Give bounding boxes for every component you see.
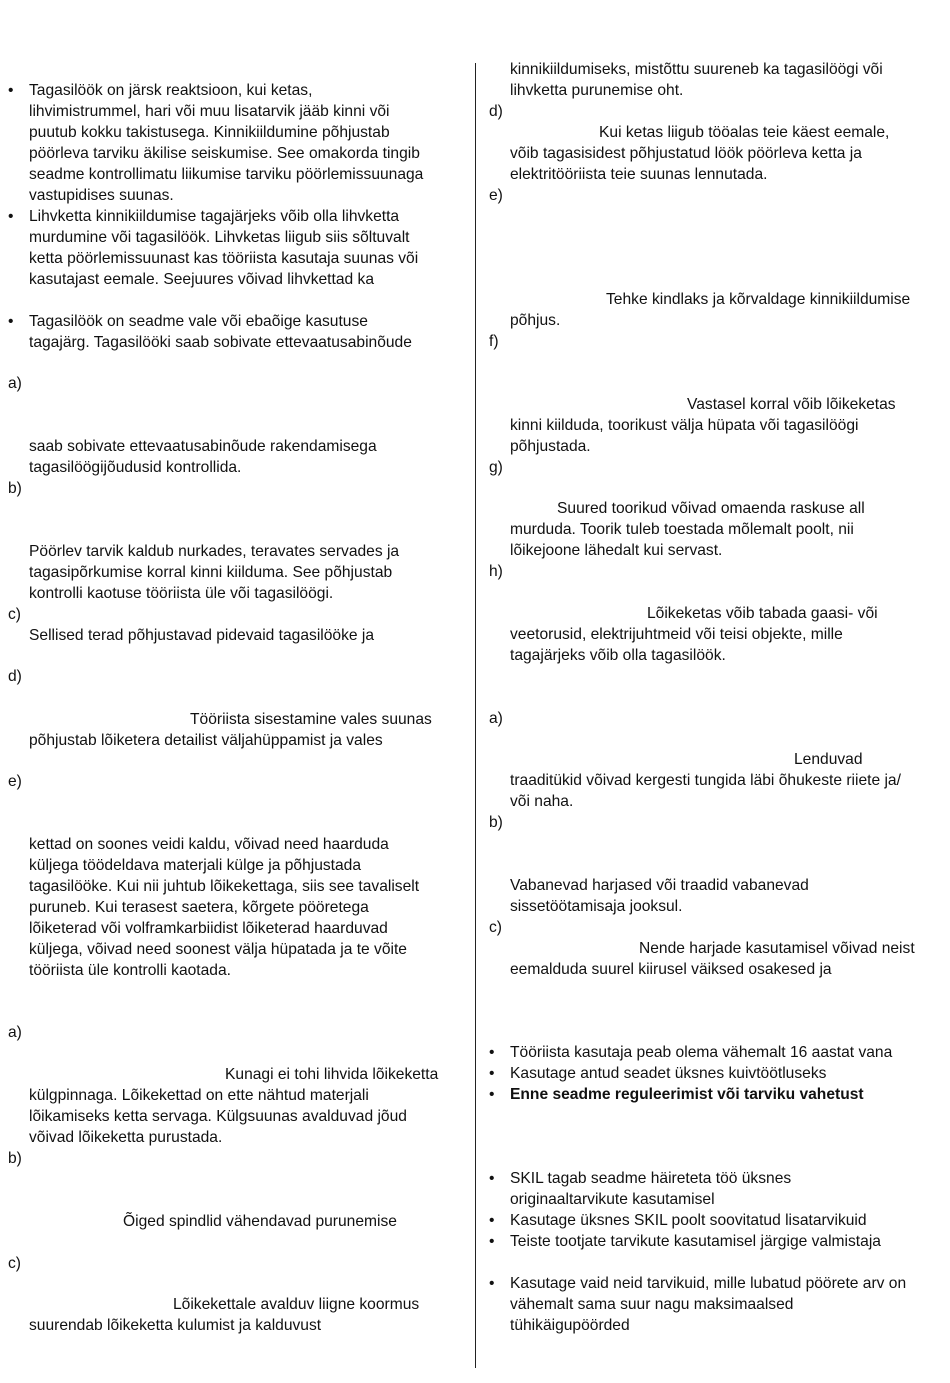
text-line: lihvimistrummel, hari või muu lisatarvik jääb kinni või (29, 103, 390, 120)
text-line: Lõikekettale avalduv liigne koormus (173, 1296, 420, 1313)
text-line: kasutajast eemale. Seejuures võivad lihvkettad ka (29, 271, 374, 288)
text-line: f) (489, 333, 499, 350)
text-line: kontrolli kaotuse tööriista üle või tagasilöögi. (29, 585, 334, 602)
text-line: Sellised terad põhjustavad pidevaid tagasilööke ja (29, 627, 375, 644)
text-line: Lenduvad (794, 751, 863, 768)
text-line: seadme kontrollimatu liikumise tarviku pöörlemissuunaga (29, 166, 424, 183)
bullet-marker: • (489, 1170, 495, 1187)
text-line: külgpinnaga. Lõikekettad on ette nähtud materjali (29, 1087, 369, 1104)
text-line: a) (489, 710, 503, 727)
text-line: puruneb. Kui terasest saetera, kõrgete pööretega (29, 899, 369, 916)
text-line: Suured toorikud võivad omaenda raskuse all (557, 500, 865, 517)
text-line: tagajärg. Tagasilööki saab sobivate ettevaatusabinõude (29, 334, 412, 351)
text-line: murduda. Toorik tuleb toestada mõlemalt poolt, nii (510, 521, 854, 538)
text-line: Kui ketas liigub tööalas teie käest eemale, (599, 124, 890, 141)
text-line: Kasutage antud seadet üksnes kuivtöötluseks (510, 1065, 827, 1082)
text-line: Tööriista sisestamine vales suunas (190, 711, 432, 728)
text-line: Kunagi ei tohi lihvida lõikeketta (225, 1066, 439, 1083)
bullet-marker: • (8, 208, 14, 225)
text-line: Pöörlev tarvik kaldub nurkades, teravates servades ja (29, 543, 400, 560)
text-line: põhjustada. (510, 438, 591, 455)
text-line: tagasilöögijõudusid kontrollida. (29, 459, 242, 476)
text-line: murdumine või tagasilöök. Lihvketas liigub siis sõltuvalt (29, 229, 410, 246)
text-line: põhjus. (510, 312, 561, 329)
text-line: d) (489, 103, 503, 120)
text-line: Õiged spindlid vähendavad purunemise (123, 1213, 397, 1230)
text-line: Lõikeketas võib tabada gaasi- või (647, 605, 878, 622)
bullet-marker: • (489, 1233, 495, 1250)
text-line: eemalduda suurel kiirusel väiksed osakesed ja (510, 961, 832, 978)
text-line: tagasipõrkumise korral kinni kiilduma. See põhjustab (29, 564, 393, 581)
text-line: Tööriista kasutaja peab olema vähemalt 16 aastat vana (510, 1044, 893, 1061)
text-line: Tagasilöök on järsk reaktsioon, kui ketas, (29, 82, 313, 99)
text-line: e) (489, 187, 503, 204)
text-line: c) (8, 606, 21, 623)
bullet-marker: • (489, 1212, 495, 1229)
text-line: tagasilööke. Kui nii juhtub lõikekettaga, siis see tavaliselt (29, 878, 420, 895)
text-line: suurendab lõikeketta kulumist ja kalduvust (29, 1317, 322, 1334)
text-line: b) (8, 480, 22, 497)
text-line: võib tagasisidest põhjustatud löök pöörleva ketta ja (510, 145, 862, 162)
text-line: b) (8, 1150, 22, 1167)
bullet-marker: • (8, 313, 14, 330)
text-line: Enne seadme reguleerimist või tarviku vahetust (510, 1086, 864, 1103)
text-line: vastupidises suunas. (29, 187, 174, 204)
text-line: traaditükid võivad kergesti tungida läbi õhukeste riiete ja/ (510, 772, 901, 789)
text-line: lihvketta purunemise oht. (510, 82, 684, 99)
text-line: Vastasel korral võib lõikeketas (687, 396, 896, 413)
text-line: ketta pöörlemissuunast kas tööriista kasutaja suunas või (29, 250, 419, 267)
text-line: või naha. (510, 793, 574, 810)
text-line: Kasutage üksnes SKIL poolt soovitatud lisatarvikuid (510, 1212, 867, 1229)
text-line: SKIL tagab seadme häireteta töö üksnes (510, 1170, 792, 1187)
text-line: a) (8, 1024, 22, 1041)
text-line: c) (8, 1255, 21, 1272)
text-line: lõiketerad või volframkarbiidist lõiketerad haarduvad (29, 920, 388, 937)
text-line: b) (489, 814, 503, 831)
text-line: elektritööriista teie suunas lennutada. (510, 166, 768, 183)
column-divider (475, 63, 476, 1368)
text-line: Teiste tootjate tarvikute kasutamisel järgige valmistaja (510, 1233, 881, 1250)
text-line: Tehke kindlaks ja kõrvaldage kinnikiildumise (606, 291, 911, 308)
text-line: Nende harjade kasutamisel võivad neist (639, 940, 915, 957)
bullet-marker: • (489, 1275, 495, 1292)
text-line: tühikäigupöörded (510, 1317, 630, 1334)
text-line: põhjustab lõiketera detailist väljahüppamist ja vales (29, 732, 383, 749)
text-line: Vabanevad harjased või traadid vabanevad (510, 877, 809, 894)
text-line: veetorusid, elektrijuhtmeid või teisi objekte, mille (510, 626, 843, 643)
text-line: võivad lõikeketta purustada. (29, 1129, 223, 1146)
text-line: h) (489, 563, 503, 580)
bullet-marker: • (489, 1065, 495, 1082)
text-line: puutub kokku takistusega. Kinnikiildumine põhjustab (29, 124, 390, 141)
text-line: vähemalt sama suur nagu maksimaalsed (510, 1296, 794, 1313)
text-line: lõikejoone lähedalt kui servast. (510, 542, 723, 559)
text-line: d) (8, 668, 22, 685)
text-line: Kasutage vaid neid tarvikuid, mille lubatud pöörete arv on (510, 1275, 907, 1292)
bullet-marker: • (8, 82, 14, 99)
text-line: kettad on soones veidi kaldu, võivad need haarduda (29, 836, 389, 853)
text-line: a) (8, 375, 22, 392)
text-line: Lihvketta kinnikiildumise tagajärjeks võib olla lihvketta (29, 208, 400, 225)
text-line: sissetöötamisaja jooksul. (510, 898, 683, 915)
bullet-marker: • (489, 1086, 495, 1103)
text-line: g) (489, 459, 503, 476)
text-line: lõikamiseks ketta servaga. Külgsuunas avalduvad jõud (29, 1108, 407, 1125)
text-line: Tagasilöök on seadme vale või ebaõige kasutuse (29, 313, 368, 330)
text-line: c) (489, 919, 502, 936)
text-line: saab sobivate ettevaatusabinõude rakendamisega (29, 438, 377, 455)
text-line: küljega, võivad need soonest välja hüpatada ja te võite (29, 941, 407, 958)
text-line: tagajärjeks võib olla tagasilöök. (510, 647, 726, 664)
text-line: küljega töödeldava materjali külge ja põhjustada (29, 857, 362, 874)
text-line: tööriista üle kontrolli kaotada. (29, 962, 231, 979)
text-line: pöörleva tarviku äkilise seiskumise. See omakorda tingib (29, 145, 420, 162)
text-line: kinni kiilduda, toorikust välja hüpata või tagasilöögi (510, 417, 859, 434)
text-line: e) (8, 773, 22, 790)
bullet-marker: • (489, 1044, 495, 1061)
text-line: originaaltarvikute kasutamisel (510, 1191, 715, 1208)
text-line: kinnikiildumiseks, mistõttu suureneb ka tagasilöögi või (510, 61, 883, 78)
